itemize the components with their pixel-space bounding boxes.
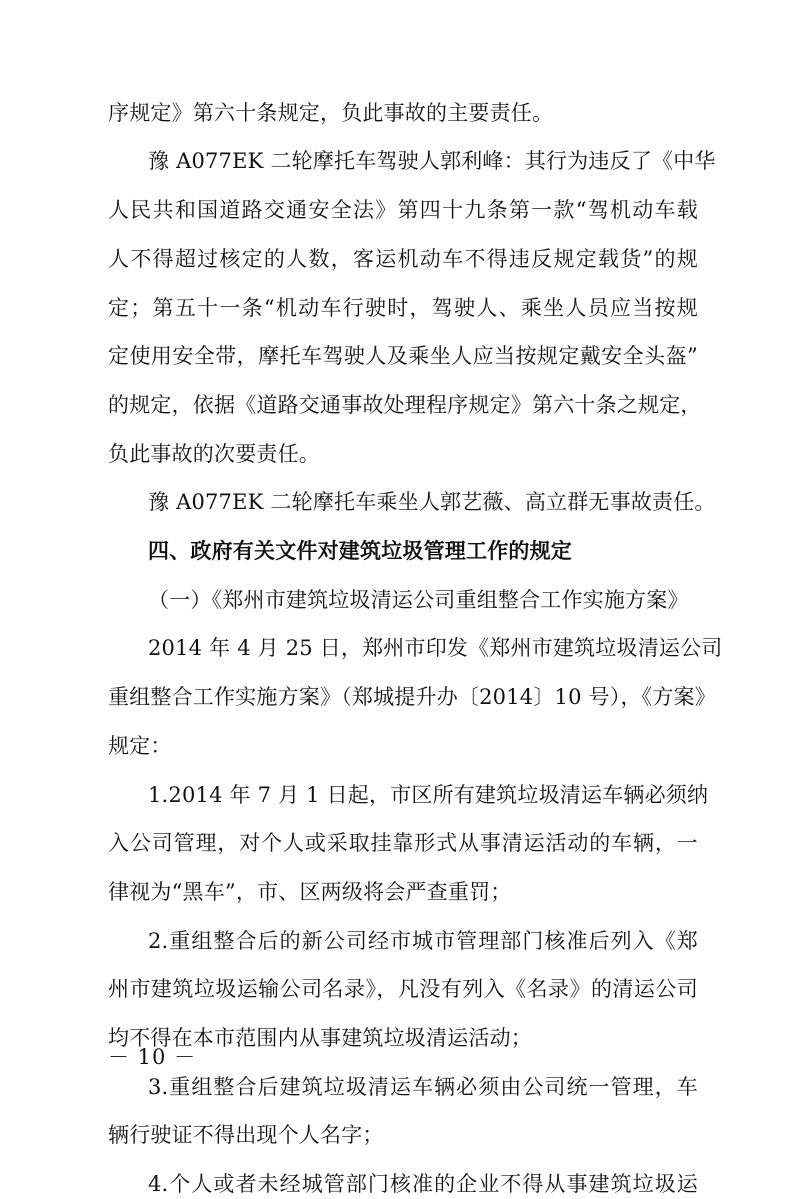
list-item-line: 均不得在本市范围内从事建筑垃圾清运活动；: [108, 1026, 532, 1050]
paragraph-line: 2014 年 4 月 25 日，郑州市印发《郑州市建筑垃圾清运公司: [148, 636, 723, 660]
paragraph-line: 人民共和国道路交通安全法》第四十九条第一款“驾机动车载: [108, 198, 698, 222]
list-item-line: 3.重组整合后建筑垃圾清运车辆必须由公司统一管理，车: [148, 1075, 698, 1099]
list-item-line: 4.个人或者未经城管部门核准的企业不得从事建筑垃圾运: [148, 1172, 698, 1196]
list-item-line: 1.2014 年 7 月 1 日起，市区所有建筑垃圾清运车辆必须纳: [148, 783, 709, 807]
paragraph-line: 规定：: [108, 734, 172, 758]
paragraph-line: 重组整合工作实施方案》（郑城提升办〔2014〕10 号），《方案》: [108, 685, 716, 709]
paragraph-line: 豫 A077EK 二轮摩托车驾驶人郭利峰：其行为违反了《中华: [148, 149, 716, 173]
list-item-line: 州市建筑垃圾运输公司名录》，凡没有列入《名录》的清运公司: [108, 977, 698, 1001]
subsection-heading: （一）《郑州市建筑垃圾清运公司重组整合工作实施方案》: [148, 588, 689, 612]
paragraph-line: 定；第五十一条“机动车行驶时，驾驶人、乘坐人员应当按规: [108, 296, 698, 320]
paragraph-line: 人不得超过核定的人数，客运机动车不得违反规定载货”的规: [108, 247, 698, 271]
list-item-line: 辆行驶证不得出现个人名字；: [108, 1123, 384, 1147]
paragraph-line: 负此事故的次要责任。: [108, 442, 320, 466]
paragraph-line: 定使用安全带，摩托车驾驶人及乘坐人应当按规定戴安全头盔”: [108, 344, 698, 368]
list-item-line: 律视为“黑车”，市、区两级将会严查重罚；: [108, 880, 512, 904]
paragraph-line: 序规定》第六十条规定，负此事故的主要责任。: [108, 101, 554, 125]
section-heading: 四、政府有关文件对建筑垃圾管理工作的规定: [148, 539, 572, 563]
page-number: － 10 －: [108, 1045, 197, 1069]
list-item-line: 2.重组整合后的新公司经市城市管理部门核准后列入《郑: [148, 929, 698, 953]
list-item-line: 入公司管理，对个人或采取挂靠形式从事清运活动的车辆，一: [108, 831, 698, 855]
paragraph-line: 的规定，依据《道路交通事故处理程序规定》第六十条之规定，: [108, 393, 702, 417]
paragraph-line: 豫 A077EK 二轮摩托车乘坐人郭艺薇、高立群无事故责任。: [148, 490, 716, 514]
